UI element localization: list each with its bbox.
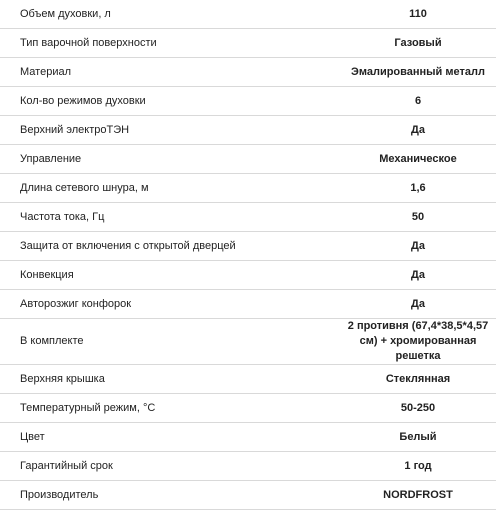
spec-value-top-lid: Стеклянная — [340, 365, 496, 394]
spec-value-temperature: 50-250 — [340, 394, 496, 423]
table-row — [0, 203, 496, 232]
table-row — [0, 365, 496, 394]
spec-value-hob-type: Газовый — [340, 29, 496, 58]
spec-label-door-protection: Защита от включения с открытой дверцей — [0, 232, 340, 261]
table-row — [0, 0, 496, 29]
table-row — [0, 232, 496, 261]
spec-label-convection: Конвекция — [0, 261, 340, 290]
spec-label-material: Материал — [0, 58, 340, 87]
spec-label-temperature: Температурный режим, °С — [0, 394, 340, 423]
spec-label-auto-ignition: Авторозжиг конфорок — [0, 290, 340, 319]
spec-label-oven-volume: Объем духовки, л — [0, 0, 340, 29]
spec-value-top-heater: Да — [340, 116, 496, 145]
spec-value-cord-length: 1,6 — [340, 174, 496, 203]
spec-value-warranty: 1 год — [340, 452, 496, 481]
table-row — [0, 58, 496, 87]
table-row — [0, 394, 496, 423]
table-row — [0, 87, 496, 116]
table-row — [0, 261, 496, 290]
spec-label-manufacturer: Производитель — [0, 481, 340, 510]
spec-value-auto-ignition: Да — [340, 290, 496, 319]
spec-label-top-heater: Верхний электроТЭН — [0, 116, 340, 145]
spec-label-top-lid: Верхняя крышка — [0, 365, 340, 394]
table-row — [0, 481, 496, 510]
spec-value-manufacturer: NORDFROST — [340, 481, 496, 510]
table-row — [0, 452, 496, 481]
table-row — [0, 319, 496, 365]
spec-label-oven-modes: Кол-во режимов духовки — [0, 87, 340, 116]
table-row — [0, 174, 496, 203]
table-row — [0, 145, 496, 174]
spec-value-oven-modes: 6 — [340, 87, 496, 116]
spec-value-convection: Да — [340, 261, 496, 290]
table-row — [0, 116, 496, 145]
spec-value-oven-volume: 110 — [340, 0, 496, 29]
spec-label-frequency: Частота тока, Гц — [0, 203, 340, 232]
table-row — [0, 423, 496, 452]
spec-label-package: В комплекте — [0, 319, 340, 365]
spec-label-control: Управление — [0, 145, 340, 174]
spec-label-hob-type: Тип варочной поверхности — [0, 29, 340, 58]
spec-value-package: 2 противня (67,4*38,5*4,57 см) + хромированная решетка — [340, 319, 496, 365]
table-row — [0, 290, 496, 319]
table-row — [0, 29, 496, 58]
spec-value-color: Белый — [340, 423, 496, 452]
spec-value-material: Эмалированный металл — [340, 58, 496, 87]
spec-label-cord-length: Длина сетевого шнура, м — [0, 174, 340, 203]
spec-label-color: Цвет — [0, 423, 340, 452]
spec-label-warranty: Гарантийный срок — [0, 452, 340, 481]
spec-value-control: Механическое — [340, 145, 496, 174]
spec-value-frequency: 50 — [340, 203, 496, 232]
spec-value-door-protection: Да — [340, 232, 496, 261]
